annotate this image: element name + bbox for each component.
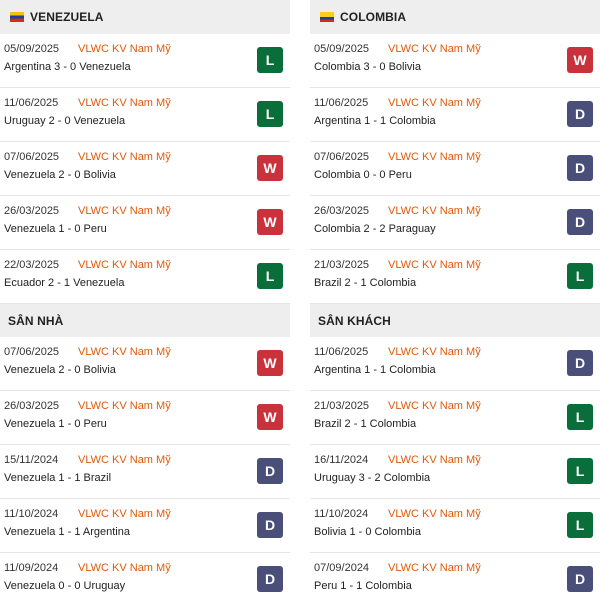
match-date: 07/06/2025 <box>4 346 60 358</box>
result-badge: W <box>257 404 283 430</box>
competition-link[interactable]: VLWC KV Nam Mỹ <box>388 562 481 574</box>
match-row[interactable] <box>310 142 600 196</box>
match-date: 26/03/2025 <box>4 400 60 412</box>
match-score: Uruguay 2 - 0 Venezuela <box>4 115 126 127</box>
match-row[interactable] <box>310 88 600 142</box>
result-badge: D <box>567 155 593 181</box>
match-row[interactable] <box>310 337 600 391</box>
colombia-header <box>310 0 600 34</box>
competition-link[interactable]: VLWC KV Nam Mỹ <box>78 151 171 163</box>
match-row[interactable] <box>310 250 600 304</box>
recent-matches-list <box>310 34 600 304</box>
result-badge: L <box>567 458 593 484</box>
competition-link[interactable]: VLWC KV Nam Mỹ <box>78 346 171 358</box>
match-date: 05/09/2025 <box>4 43 60 55</box>
match-score: Venezuela 1 - 1 Brazil <box>4 472 112 484</box>
competition-link[interactable]: VLWC KV Nam Mỹ <box>78 400 171 412</box>
result-badge: L <box>567 404 593 430</box>
match-row[interactable] <box>310 391 600 445</box>
result-badge: D <box>257 458 283 484</box>
match-score: Brazil 2 - 1 Colombia <box>314 277 417 289</box>
result-badge: L <box>257 47 283 73</box>
result-badge: L <box>257 101 283 127</box>
competition-link[interactable]: VLWC KV Nam Mỹ <box>388 259 481 271</box>
competition-link[interactable]: VLWC KV Nam Mỹ <box>388 151 481 163</box>
match-date: 21/03/2025 <box>314 400 370 412</box>
match-score: Venezuela 0 - 0 Uruguay <box>4 580 126 592</box>
competition-link[interactable]: VLWC KV Nam Mỹ <box>388 43 481 55</box>
venezuela-header <box>0 0 290 34</box>
match-score: Brazil 2 - 1 Colombia <box>314 418 417 430</box>
match-score: Argentina 3 - 0 Venezuela <box>4 61 131 73</box>
result-badge: D <box>257 512 283 538</box>
home-matches-list <box>0 337 290 598</box>
match-date: 11/10/2024 <box>314 508 369 520</box>
match-row[interactable] <box>0 142 290 196</box>
competition-link[interactable]: VLWC KV Nam Mỹ <box>388 346 481 358</box>
match-date: 05/09/2025 <box>314 43 370 55</box>
result-badge: D <box>257 566 283 592</box>
result-badge: D <box>567 566 593 592</box>
result-badge: W <box>257 155 283 181</box>
competition-link[interactable]: VLWC KV Nam Mỹ <box>388 454 481 466</box>
match-date: 16/11/2024 <box>314 454 369 466</box>
match-date: 11/10/2024 <box>4 508 59 520</box>
venezuela-column <box>0 0 290 598</box>
recent-matches-list <box>0 34 290 304</box>
competition-link[interactable]: VLWC KV Nam Mỹ <box>78 454 171 466</box>
match-score: Venezuela 1 - 0 Peru <box>4 418 107 430</box>
match-row[interactable] <box>0 250 290 304</box>
venezuela-flag-icon <box>10 12 24 22</box>
result-badge: D <box>567 209 593 235</box>
match-date: 07/09/2024 <box>314 562 370 574</box>
result-badge: L <box>567 263 593 289</box>
team-title: VENEZUELA <box>30 10 104 24</box>
match-score: Venezuela 1 - 1 Argentina <box>4 526 130 538</box>
home-matches-header <box>0 304 290 337</box>
match-score: Colombia 2 - 2 Paraguay <box>314 223 436 235</box>
match-row[interactable] <box>0 34 290 88</box>
result-badge: L <box>567 512 593 538</box>
team-title: COLOMBIA <box>340 10 407 24</box>
match-score: Argentina 1 - 1 Colombia <box>314 115 436 127</box>
match-date: 11/09/2024 <box>4 562 59 574</box>
match-row[interactable] <box>0 445 290 499</box>
colombia-flag-icon <box>320 12 334 22</box>
match-row[interactable] <box>310 553 600 598</box>
competition-link[interactable]: VLWC KV Nam Mỹ <box>78 562 171 574</box>
match-row[interactable] <box>0 499 290 553</box>
match-date: 26/03/2025 <box>4 205 60 217</box>
competition-link[interactable]: VLWC KV Nam Mỹ <box>388 205 481 217</box>
section-title: SÂN NHÀ <box>8 313 64 328</box>
match-row[interactable] <box>310 196 600 250</box>
section-title: SÂN KHÁCH <box>318 313 391 328</box>
match-date: 22/03/2025 <box>4 259 60 271</box>
away-matches-header <box>310 304 600 337</box>
match-row[interactable] <box>0 196 290 250</box>
result-badge: L <box>257 263 283 289</box>
colombia-column <box>310 0 600 598</box>
competition-link[interactable]: VLWC KV Nam Mỹ <box>78 97 171 109</box>
match-score: Colombia 3 - 0 Bolivia <box>314 61 421 73</box>
competition-link[interactable]: VLWC KV Nam Mỹ <box>78 205 171 217</box>
match-score: Venezuela 2 - 0 Bolivia <box>4 364 116 376</box>
match-date: 11/06/2025 <box>4 97 59 109</box>
match-score: Ecuador 2 - 1 Venezuela <box>4 277 125 289</box>
result-badge: W <box>257 350 283 376</box>
result-badge: D <box>567 350 593 376</box>
away-matches-list <box>310 337 600 598</box>
competition-link[interactable]: VLWC KV Nam Mỹ <box>78 43 171 55</box>
match-row[interactable] <box>0 337 290 391</box>
match-date: 11/06/2025 <box>314 97 369 109</box>
competition-link[interactable]: VLWC KV Nam Mỹ <box>388 97 481 109</box>
match-row[interactable] <box>310 34 600 88</box>
competition-link[interactable]: VLWC KV Nam Mỹ <box>78 259 171 271</box>
competition-link[interactable]: VLWC KV Nam Mỹ <box>78 508 171 520</box>
match-score: Venezuela 2 - 0 Bolivia <box>4 169 116 181</box>
match-date: 21/03/2025 <box>314 259 370 271</box>
match-date: 15/11/2024 <box>4 454 59 466</box>
match-date: 26/03/2025 <box>314 205 370 217</box>
match-row[interactable] <box>0 391 290 445</box>
competition-link[interactable]: VLWC KV Nam Mỹ <box>388 400 481 412</box>
match-score: Colombia 0 - 0 Peru <box>314 169 412 181</box>
result-badge: W <box>567 47 593 73</box>
match-date: 11/06/2025 <box>314 346 369 358</box>
match-row[interactable] <box>310 499 600 553</box>
result-badge: D <box>567 101 593 127</box>
match-date: 07/06/2025 <box>314 151 370 163</box>
match-date: 07/06/2025 <box>4 151 60 163</box>
match-row[interactable] <box>0 88 290 142</box>
match-score: Argentina 1 - 1 Colombia <box>314 364 436 376</box>
match-score: Peru 1 - 1 Colombia <box>314 580 412 592</box>
competition-link[interactable]: VLWC KV Nam Mỹ <box>388 508 481 520</box>
match-row[interactable] <box>0 553 290 598</box>
match-score: Uruguay 3 - 2 Colombia <box>314 472 431 484</box>
match-row[interactable] <box>310 445 600 499</box>
result-badge: W <box>257 209 283 235</box>
match-score: Venezuela 1 - 0 Peru <box>4 223 107 235</box>
match-score: Bolivia 1 - 0 Colombia <box>314 526 421 538</box>
